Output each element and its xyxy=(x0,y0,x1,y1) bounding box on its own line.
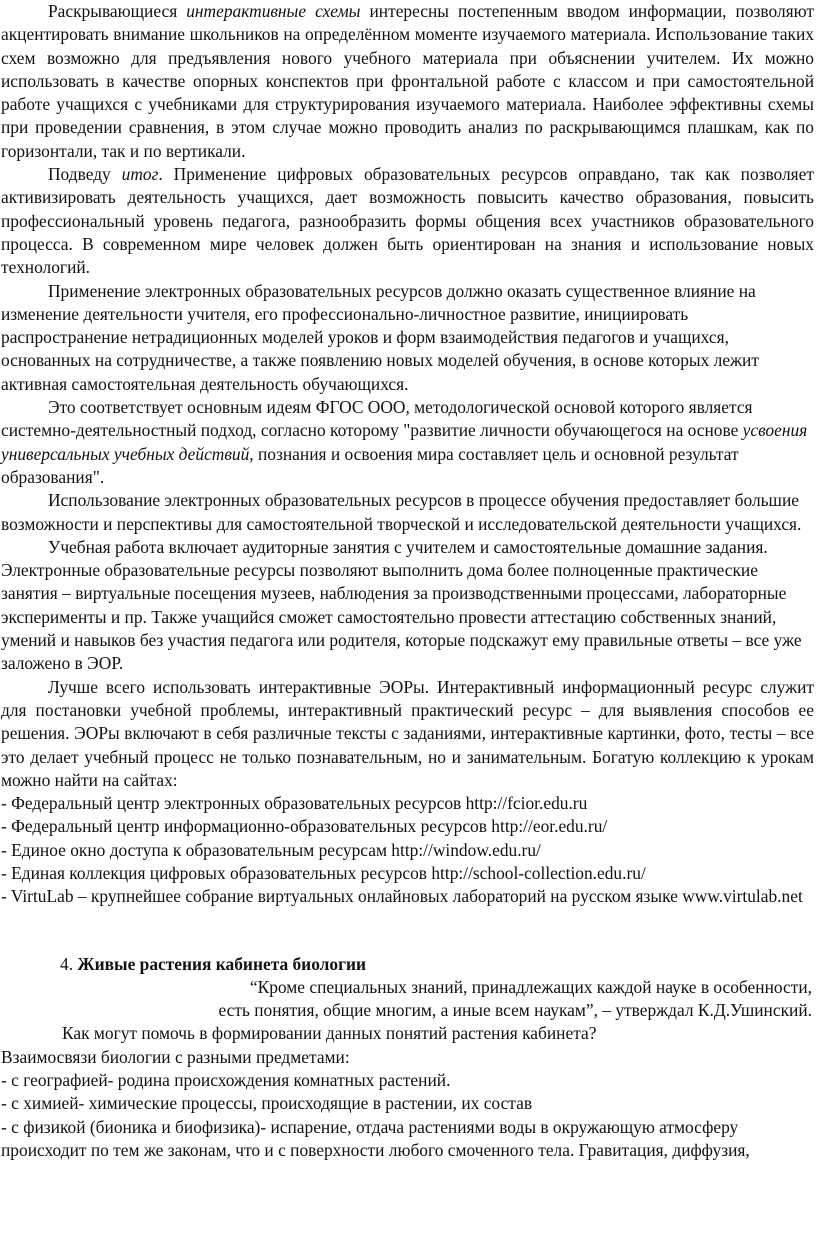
text-run: познания и освоения мира составляет цель и основной результат образования". xyxy=(1,443,739,487)
section-spacer xyxy=(0,909,816,953)
relations-title: Взаимосвязи биологии с разными предметами: xyxy=(1,1046,350,1067)
paragraph-study-work: Учебная работа включает аудиторные занятия с учителем и самостоятельные домашние задания. Электронные образовательные ресурсы позволяют выполнить дома более полноценные практические занятия – виртуальные посещения музеев, наблюдения за производственными процессами, лабораторные эксперименты и пр. Также учащийся сможет самостоятельно провести аттестацию собственных знаний, умений и навыков без участия педагога или родителя, которые подскажут ему правильные ответы – все уже заложено в ЭОР. xyxy=(1,536,802,674)
quote-line-1: “Кроме специальных знаний, принадлежащих каждой науке в особенности, xyxy=(249,976,812,997)
text-run: Подведу xyxy=(48,164,122,185)
resource-link-virtulab[interactable]: - VirtuLab – крупнейшее собрание виртуальных онлайновых лабораторий на русском языке www.virtulab.net xyxy=(1,886,803,907)
section-title: Живые растения кабинета биологии xyxy=(77,953,367,974)
resource-link-eor[interactable]: - Федеральный центр информационно-образовательных ресурсов http://eor.edu.ru/ xyxy=(1,816,608,837)
paragraph-eor-influence: Применение электронных образовательных ресурсов должно оказать существенное влияние на изменение деятельности учителя, его профессионально-личностное развитие, инициировать распространение нетрадиционных моделей уроков и форм взаимодействия педагогов и учащихся, основанных на сотрудничестве, а также появлению новых моделей обучения, в основе которых лежит активная самостоятельная деятельность обучающихся. xyxy=(1,280,759,394)
emphasis-text: усвоения универсальных учебных действий, xyxy=(1,420,808,464)
resource-links-list xyxy=(0,792,816,908)
paragraph-eor-usage: Использование электронных образовательных ресурсов в процессе обучения предоставляет большие возможности и перспективы для самостоятельной творческой и исследовательской деятельности учащихся. xyxy=(1,490,802,534)
text-run: интересны постепенным вводом информации, позволяют акцентировать внимание школьников на определённом моменте изучаемого материала. Использование таких схем возможно для предъявления нового учебного материала при объяснении учителем. Их можно использовать в качестве опорных конспектов при фронтальной работе с классом и при самостоятельной работе учащихся с учебниками для структурирования изучаемого материала. Наиболее эффективны схемы при проведении сравнения, в этом случае можно проводить анализ по раскрывающимся плашкам, как по горизонтали, так и по вертикали. xyxy=(1,1,814,161)
paragraph-fgos xyxy=(0,396,816,489)
emphasis-text: интерактивные схемы xyxy=(186,1,361,21)
question-line: Как могут помочь в формировании данных понятий растения кабинета? xyxy=(62,1023,597,1044)
section-number: 4. xyxy=(60,953,78,974)
text-run: . Применение цифровых образовательных ресурсов оправдано, так как позволяет активизировать деятельность учащихся, дает возможность повысить качество образования, повысить профессиональный уровень педагога, разнообразить формы общения всех участников образовательного процесса. В современном мире человек должен быть ориентирован на знания и использование новых технологий. xyxy=(1,164,814,278)
relation-chemistry: - с химией- химические процессы, происходящие в растении, их состав xyxy=(1,1093,533,1114)
text-run: Это соответствует основным идеям ФГОС ООО, методологической основой которого является системно-деятельностный подход, согласно которому "развитие личности обучающегося на основе xyxy=(1,397,753,441)
resource-link-fcior[interactable]: - Федеральный центр электронных образовательных ресурсов http://fcior.edu.ru xyxy=(1,793,588,814)
paragraph-summary xyxy=(0,163,816,279)
resource-link-school-collection[interactable]: - Единая коллекция цифровых образовательных ресурсов http://school-collection.edu.ru/ xyxy=(1,862,646,883)
text-run: Раскрывающиеся xyxy=(48,1,187,21)
resource-link-window[interactable]: - Единое окно доступа к образовательным ресурсам http://window.edu.ru/ xyxy=(1,839,541,860)
quote-line-2: есть понятия, общие многим, а иные всем наукам”, – утверждал К.Д.Ушинский. xyxy=(218,1000,812,1021)
relation-geography: - с географией- родина происхождения комнатных растений. xyxy=(1,1070,451,1091)
paragraph-interactive-eor: Лучше всего использовать интерактивные ЭОРы. Интерактивный информационный ресурс служит для постановки учебной проблемы, интерактивный практический ресурс – для выявления способов ее решения. ЭОРы включают в себя различные тексты с заданиями, интерактивные картинки, фото, тесты – все это делает учебный процесс не только познавательным, но и занимательным. Богатую коллекцию к урокам можно найти на сайтах: xyxy=(1,676,814,790)
relation-physics: - с физикой (бионика и биофизика)- испарение, отдача растениями воды в окружающую атмосферу xyxy=(1,1116,739,1137)
relation-physics-continued: происходит по тем же законам, что и с поверхности любого смоченного тела. Гравитация, диффузия, xyxy=(1,1139,750,1160)
paragraph-interactive-schemes xyxy=(0,0,816,163)
section-heading xyxy=(0,953,816,976)
emphasis-text: итог xyxy=(121,164,159,185)
